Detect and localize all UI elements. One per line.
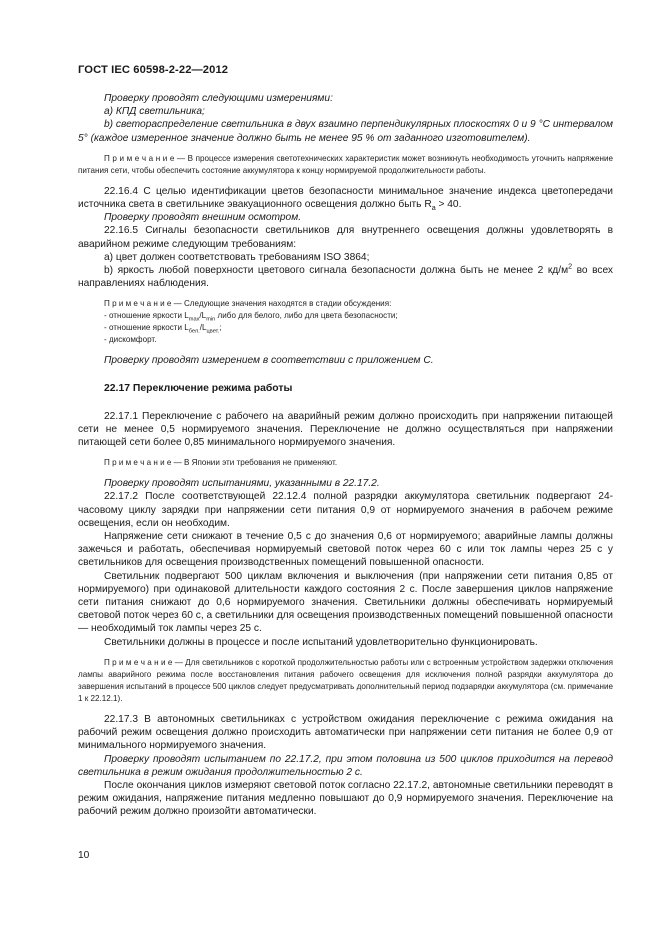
clause-22-16-5: 22.16.5 Сигналы безопасности светильников для внутреннего освещения должны удовлетворять в аварийном режиме следующим требованиям: <box>78 225 613 250</box>
clause-22-17-1: 22.17.1 Переключение с рабочего на аварийный режим должно происходить при напряжении питающей сети не менее 0,5 нормируемого значения. Переключение не должно осуществляться при напряжении питающей сети более 0,85 минимального нормируемого значения. <box>78 410 613 449</box>
note-discussion: П р и м е ч а н и е — Следующие значения находятся в стадии обсуждения: <box>104 299 392 309</box>
note-measurement: П р и м е ч а н и е — В процессе измерения светотехнических характеристик может возникнуть необходимость уточнить напряжение питания сети, чтобы обеспечить состояние аккумулятора к концу нормируемой продолжительности работы. <box>78 153 613 175</box>
note-short-duration: П р и м е ч а н и е — Для светильников с короткой продолжительностью работы или с встроенным устройством задержки отключения лампы аварийного режима после восстановления питания рабочего освещения для исключения полной разрядки аккумулятора до завершения испытаний в процессе 500 циклов следует предусматривать дополнительный период подзарядки аккумулятора (см. примечание 1 к 22.12.1). <box>78 657 613 703</box>
paragraph-cycles: Светильник подвергают 500 циклам включения и выключения (при напряжении сети питания 0,85 от нормируемого) при одинаковой длительности каждого состояния 2 с. После завершения циклов напряжение сети питания снижают до 0,6 нормируемого значения. Светильники должны обеспечивать нормируемый световой поток через 60 с, а светильники для освещения производственных помещений повышенной опасности — необходимый ток лампы через 25 с. <box>78 570 613 635</box>
check-intro: Проверку проводят следующими измерениями: <box>104 93 333 104</box>
check-22-17-3: Проверку проводят испытанием по 22.17.2, при этом половина из 500 циклов приходится на перевод светильника в режим ожидания продолжительностью 2 с. <box>78 753 613 778</box>
page-number: 10 <box>78 850 90 861</box>
item-a: a) КПД светильника; <box>104 106 205 118</box>
paragraph-voltage-drop: Напряжение сети снижают в течение 0,5 с до значения 0,6 от нормируемого; аварийные лампы должны зажечься и работать, обеспечивая нормируемый световой поток через 60 с или ток лампы через 25 с у светильников для освещения производственных помещений повышенной опасности. <box>78 531 613 569</box>
clause-22-17-3: 22.17.3 В автономных светильниках с устройством ожидания переключение с режима ожидания на рабочий режим освещения должно происходить автоматически при напряжении сети питания не более 0,9 от минимального нормируемого значения. <box>78 713 613 752</box>
note-label: П р и м е ч а н и е <box>104 458 172 468</box>
check-visual: Проверку проводят внешним осмотром. <box>104 212 302 224</box>
note-japan: П р и м е ч а н и е — В Японии эти требования не применяют. <box>104 458 338 468</box>
note-label: П р и м е ч а н и е <box>104 299 172 309</box>
dash-item-2: - отношение яркости $L_{бел.}/L_{цвет.}$; <box>104 323 222 336</box>
requirement-b: b) яркость любой поверхности цветового сигнала безопасности должна быть не менее 2 $кд/м^2$ во всех направлениях наблюдения. <box>78 262 613 290</box>
note-label: П р и м е ч а н и е <box>104 657 173 667</box>
page-content <box>78 92 613 819</box>
check-22-17-2: Проверку проводят испытаниями, указанными в 22.17.2. <box>104 478 380 490</box>
clause-22-17-2: 22.17.2 После соответствующей 22.12.4 полной разрядки аккумулятора светильник подвергают 24-часовому циклу зарядки при напряжении сети питания 0,9 от нормируемого значения в рабочем режиме освещения, если он необходим. <box>78 491 613 529</box>
dash-item-1: - отношение яркости $L_{max}/L_{min}$ либо для белого, либо для цвета безопасности; <box>104 311 398 324</box>
paragraph-function: Светильники должны в процессе и после испытаний удовлетворительно функционировать. <box>104 636 538 648</box>
requirement-a: a) цвет должен соответствовать требованиям ISO 3864; <box>104 251 370 263</box>
page-header: ГОСТ IEC 60598-2-22—2012 <box>78 64 229 76</box>
item-b: b) светораспределение светильника в двух взаимно перпендикулярных плоскостях 0 и 9 °C интервалом 5° (каждое измеренное значение должно быть не менее 95 % от заданного изготовителем). <box>78 119 613 144</box>
note-label: П р и м е ч а н и е <box>104 153 175 163</box>
section-title-22-17: 22.17 Переключение режима работы <box>104 382 293 394</box>
paragraph-after-cycles: После окончания циклов измеряют световой поток согласно 22.17.2, автономные светильники переводят в режим ожидания, напряжение питания медленно повышают до 0,9 нормируемого значения. Переключение на рабочий режим должно произойти автоматически. <box>78 779 613 818</box>
clause-22-16-4: 22.16.4 С целью идентификации цветов безопасности минимальное значение индекса цветопередачи источника света в светильнике эвакуационного освещения должно быть $R_a > 40$. <box>78 185 613 213</box>
check-annex-c: Проверку проводят измерением в соответствии с приложением С. <box>104 355 434 367</box>
dash-item-3: - дискомфорт. <box>104 335 157 345</box>
